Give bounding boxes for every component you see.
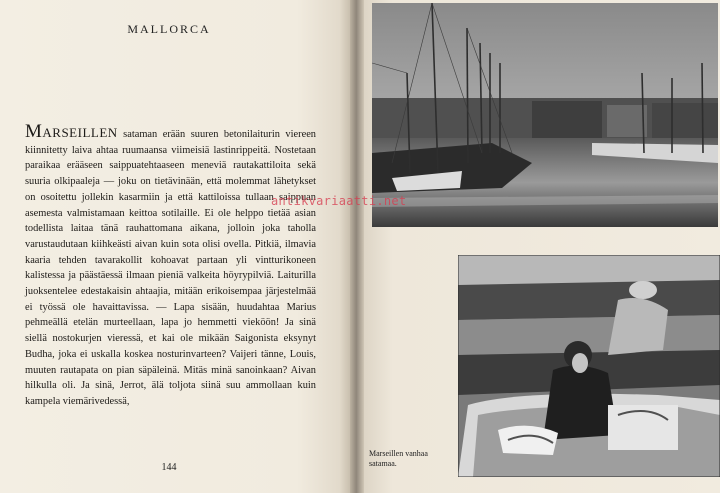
left-page: [0, 0, 350, 493]
fishing-boat-photo-illustration: [458, 255, 720, 477]
page-number: 144: [161, 462, 177, 473]
drop-cap-word: Marseillen: [25, 121, 118, 142]
body-text: [25, 121, 316, 410]
harbor-photo: [372, 3, 718, 227]
photo-caption: Marseillen vanhaa satamaa.: [369, 449, 428, 468]
book-gutter: [350, 0, 364, 493]
harbor-photo-illustration: [372, 3, 718, 227]
body-paragraph: sataman erään suuren betonilaiturin viereen kiinnitetty laiva ahtaa ruumaansa viimeisiä lastinrippeitä. Nostetaan paraikaa erääseen saippuatehtaaseen meneviä rautakattiloita sekä suuria olkipaaleja — joku on tietävinään, että molemmat lähetykset on osoitettu jollekin kasarmiin ja että kattiloissa tullaan saippuan asemesta valmistamaan keittoa sotilaille. Ei ole helppo tietää asian todellista laitaa tänä rauhattomana aikana, jolloin joka taholla varustaudutaan kiihkeästi aivan kuin sota olisi ovella. Pitkiä, ilmavia kaaria tehden tavarakollit kohoavat partaan yli vintturikoneen kalistessa ja päästäessä ilmaan pieniä valkeita höyrypilviä. Laiturilla juoksentelee edestakaisin ahtaajia, mitään erikoisempaa järjestelmää ei työssä ole havaittavissa. — Lapa sisään, huudahtaa Marius pehmeällä etelän murteellaan, lapa jo hemmetti vieköön! Ja sinä siellä nostokurjen vieressä, et kai ole mikään Saigonista eksynyt Budha, joka ei uskalla koskea nosturinvarteen? Vaijeri tänne, Louis, muuten rautapata on pian säpäleinä. Mitäs minä sanoinkaan? Aivan hilkulla oli. Ja sinä, Jerrot, älä toljota siinä suu ammollaan kuin kampela viemärivedessä,: [25, 129, 316, 407]
fishing-boat-photo: [458, 255, 720, 477]
watermark-text: antikvariaatti.net: [271, 194, 407, 208]
running-head: MALLORCA: [127, 22, 211, 36]
